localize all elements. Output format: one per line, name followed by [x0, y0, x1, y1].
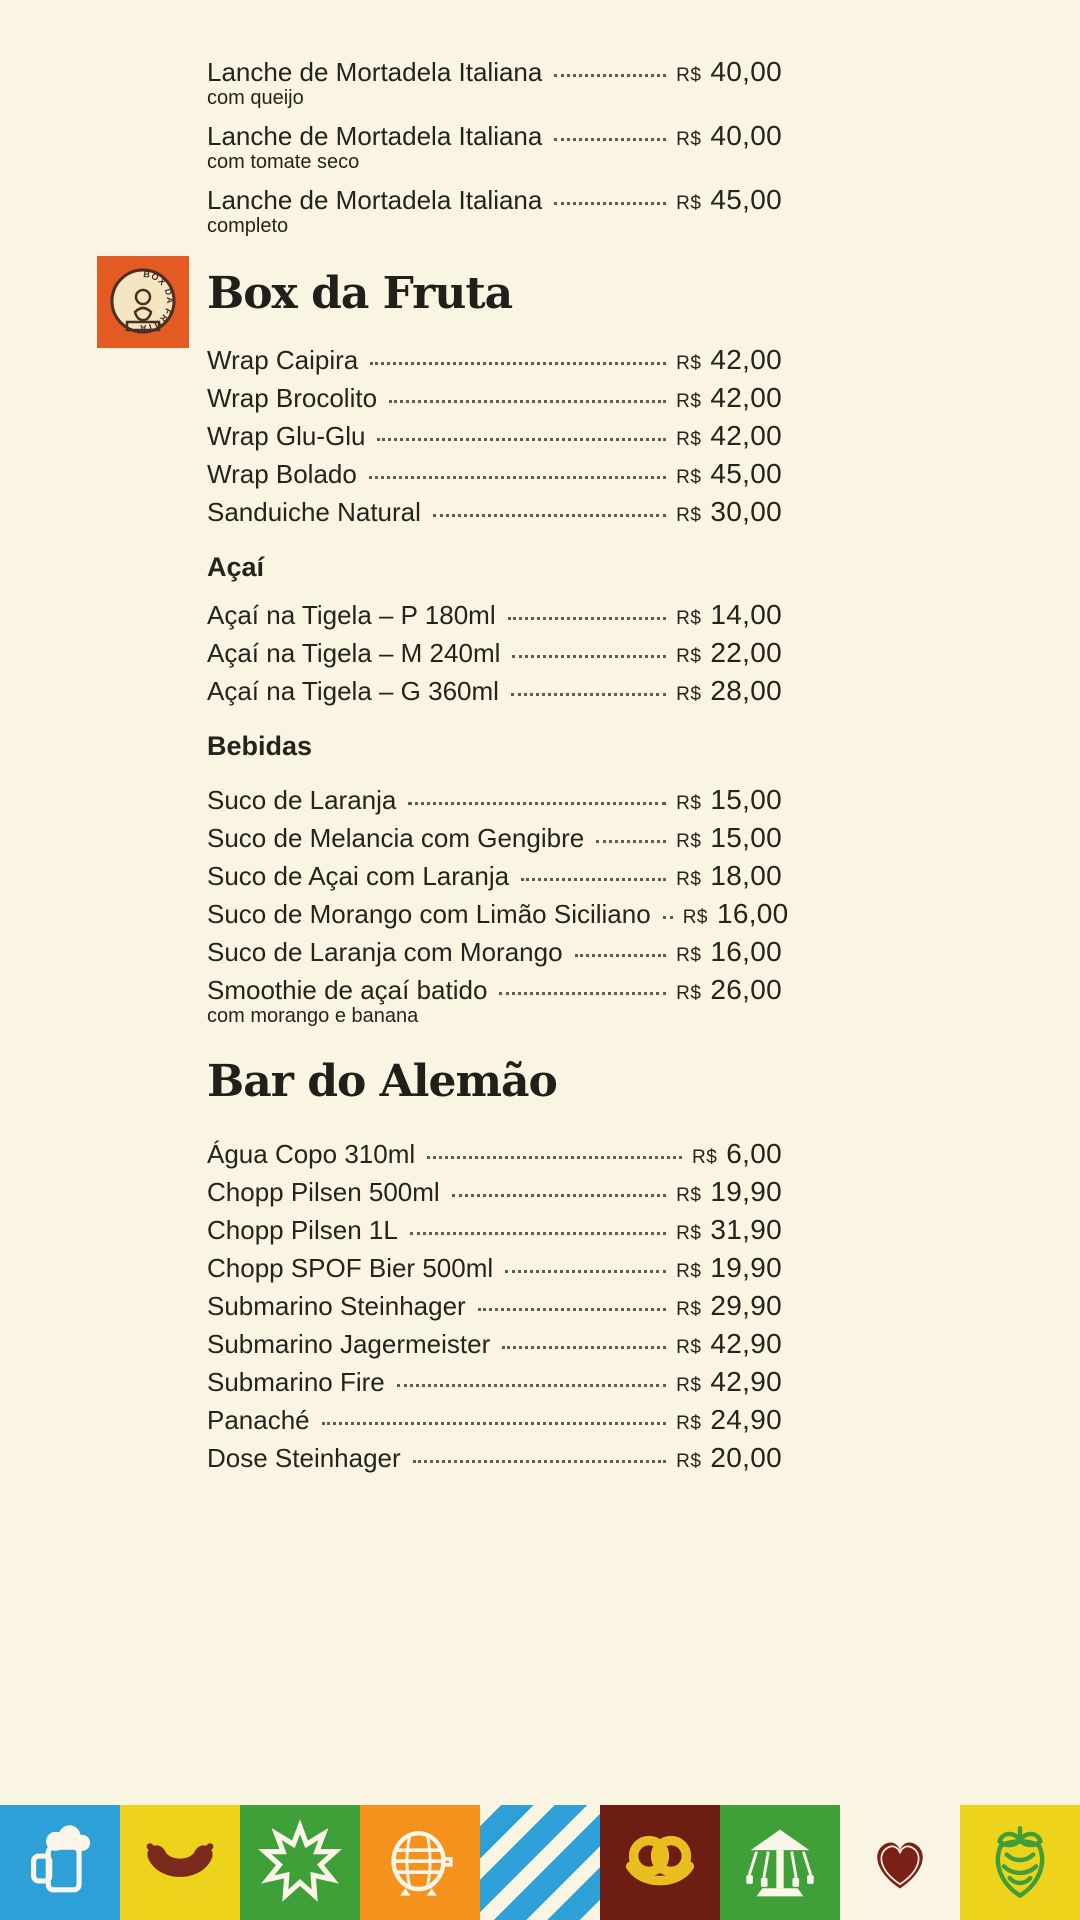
price-currency: R$: [676, 353, 702, 374]
menu-content: [138, 56, 789, 1480]
price-value: 40,00: [710, 120, 782, 151]
price-currency: R$: [676, 391, 702, 412]
price-currency: R$: [692, 1147, 718, 1168]
price-value: 14,00: [710, 599, 782, 630]
price-value: 20,00: [710, 1442, 782, 1473]
item-price: [676, 1366, 782, 1398]
menu-item-row: [207, 637, 782, 669]
item-name: Chopp Pilsen 500ml: [207, 1177, 440, 1207]
menu-item-row: [207, 56, 782, 88]
price-currency: R$: [676, 65, 702, 86]
menu-item-row: [207, 184, 782, 216]
menu-item-row: [207, 1442, 782, 1474]
footer-tile: [120, 1805, 240, 1920]
menu-item-row: [207, 974, 782, 1006]
item-name: Chopp Pilsen 1L: [207, 1215, 398, 1245]
maple-leaf-icon: [256, 1820, 344, 1906]
subsection-heading: Bebidas: [207, 731, 313, 761]
footer-tile: [840, 1805, 960, 1920]
price-value: 22,00: [710, 637, 782, 668]
price-currency: R$: [676, 467, 702, 488]
menu-item-row: [207, 1404, 782, 1436]
price-currency: R$: [676, 1185, 702, 1206]
item-price: [676, 1252, 782, 1284]
price-currency: R$: [676, 505, 702, 526]
price-value: 42,90: [710, 1366, 782, 1397]
beer-mug-icon: [16, 1820, 104, 1906]
item-price: [683, 898, 789, 930]
hop-icon: [976, 1820, 1064, 1906]
item-name: Lanche de Mortadela Italiana: [207, 57, 543, 87]
menu-item-row: [207, 599, 782, 631]
footer-tile: [240, 1805, 360, 1920]
badge-text: BOX DA FRUTA: [138, 268, 176, 334]
price-currency: R$: [676, 1261, 702, 1282]
item-name: Wrap Caipira: [207, 345, 359, 375]
item-name: Sanduiche Natural: [207, 497, 421, 527]
item-price: [676, 420, 782, 452]
dotted-leader: [452, 1194, 666, 1197]
item-price: [676, 120, 782, 152]
dotted-leader: [512, 655, 666, 658]
carousel-icon: [736, 1820, 824, 1906]
item-name: Lanche de Mortadela Italiana: [207, 121, 543, 151]
menu-item-row: [207, 898, 789, 930]
item-price: [676, 1290, 782, 1322]
pretzel-icon: [616, 1820, 704, 1906]
item-name: Água Copo 310ml: [207, 1139, 416, 1169]
item-name: Suco de Laranja: [207, 785, 397, 815]
item-name: Açaí na Tigela – M 240ml: [207, 638, 501, 668]
menu-item-row: [207, 1290, 782, 1322]
dotted-leader: [502, 1346, 666, 1349]
price-currency: R$: [676, 608, 702, 629]
price-currency: R$: [676, 1375, 702, 1396]
item-name: Submarino Fire: [207, 1367, 385, 1397]
footer-tile: [960, 1805, 1080, 1920]
price-value: 19,90: [710, 1176, 782, 1207]
dotted-leader: [505, 1270, 666, 1273]
sausage-icon: [136, 1820, 224, 1906]
footer-tile: [0, 1805, 120, 1920]
section-header-box-da-fruta: [138, 268, 782, 334]
price-currency: R$: [676, 983, 702, 1004]
price-value: 42,00: [710, 420, 782, 451]
dotted-leader: [427, 1156, 682, 1159]
dotted-leader: [596, 840, 666, 843]
menu-item-row: [207, 822, 782, 854]
menu-item-row: [207, 344, 782, 376]
price-currency: R$: [676, 1337, 702, 1358]
footer-tile: [600, 1805, 720, 1920]
item-name: Suco de Morango com Limão Siciliano: [207, 899, 651, 929]
menu-item-row: [207, 1366, 782, 1398]
item-price: [676, 637, 782, 669]
dotted-leader: [554, 74, 666, 77]
item-name: Submarino Jagermeister: [207, 1329, 491, 1359]
price-value: 16,00: [710, 936, 782, 967]
dotted-leader: [511, 693, 666, 696]
menu-item-row: [207, 458, 782, 490]
item-name: Lanche de Mortadela Italiana: [207, 185, 543, 215]
item-name: Wrap Bolado: [207, 459, 357, 489]
item-price: [676, 1176, 782, 1208]
item-price: [676, 382, 782, 414]
beer-barrel-icon: [376, 1820, 464, 1906]
item-price: [676, 184, 782, 216]
item-name: Smoothie de açaí batido: [207, 975, 488, 1005]
item-note: com queijo: [207, 87, 304, 109]
brand-logo: [97, 256, 189, 348]
item-price: [676, 936, 782, 968]
price-value: 42,00: [710, 382, 782, 413]
dotted-leader: [554, 202, 666, 205]
subsection-heading: Açaí: [207, 552, 265, 582]
price-value: 42,90: [710, 1328, 782, 1359]
item-price: [676, 1404, 782, 1436]
price-currency: R$: [676, 1451, 702, 1472]
price-currency: R$: [676, 1299, 702, 1320]
price-value: 40,00: [710, 56, 782, 87]
menu-item-row: [207, 1138, 782, 1170]
item-name: Suco de Açai com Laranja: [207, 861, 510, 891]
price-currency: R$: [676, 1413, 702, 1434]
item-name: Suco de Laranja com Morango: [207, 937, 563, 967]
menu-item-row: [207, 1328, 782, 1360]
price-value: 15,00: [710, 784, 782, 815]
price-value: 42,00: [710, 344, 782, 375]
footer-tile: [360, 1805, 480, 1920]
price-currency: R$: [676, 129, 702, 150]
menu-item-row: [207, 860, 782, 892]
dotted-leader: [521, 878, 666, 881]
section-heading: Box da Fruta: [207, 268, 513, 319]
price-value: 15,00: [710, 822, 782, 853]
box-da-fruta-badge-icon: [97, 256, 189, 348]
dotted-leader: [508, 617, 667, 620]
dotted-leader: [663, 916, 673, 919]
item-price: [692, 1138, 782, 1170]
price-value: 16,00: [716, 898, 789, 929]
section-header-bar-do-alemao: [207, 1056, 782, 1108]
item-name: Submarino Steinhager: [207, 1291, 466, 1321]
heart-icon: [864, 1828, 936, 1898]
price-currency: R$: [676, 646, 702, 667]
item-name: Wrap Brocolito: [207, 383, 378, 413]
menu-item-row: [207, 1176, 782, 1208]
price-value: 45,00: [710, 184, 782, 215]
price-currency: R$: [676, 429, 702, 450]
item-note: com morango e banana: [207, 1005, 419, 1027]
item-price: [676, 860, 782, 892]
dotted-leader: [410, 1232, 666, 1235]
price-value: 24,90: [710, 1404, 782, 1435]
item-price: [676, 496, 782, 528]
item-name: Dose Steinhager: [207, 1443, 401, 1473]
item-price: [676, 344, 782, 376]
price-currency: R$: [676, 793, 702, 814]
dotted-leader: [408, 802, 666, 805]
price-value: 29,90: [710, 1290, 782, 1321]
item-price: [676, 56, 782, 88]
item-note: com tomate seco: [207, 151, 360, 173]
price-currency: R$: [676, 193, 702, 214]
item-price: [676, 822, 782, 854]
section-heading: Bar do Alemão: [207, 1056, 557, 1107]
dotted-leader: [413, 1460, 666, 1463]
item-price: [676, 784, 782, 816]
dotted-leader: [478, 1308, 666, 1311]
price-value: 30,00: [710, 496, 782, 527]
price-value: 26,00: [710, 974, 782, 1005]
item-name: Chopp SPOF Bier 500ml: [207, 1253, 494, 1283]
item-name: Wrap Glu-Glu: [207, 421, 366, 451]
price-value: 28,00: [710, 675, 782, 706]
item-price: [676, 1442, 782, 1474]
menu-item-row: [207, 382, 782, 414]
item-name: Açaí na Tigela – P 180ml: [207, 600, 496, 630]
footer-tile: [720, 1805, 840, 1920]
price-value: 45,00: [710, 458, 782, 489]
dotted-leader: [322, 1422, 666, 1425]
item-name: Açaí na Tigela – G 360ml: [207, 676, 499, 706]
item-name: Panaché: [207, 1405, 310, 1435]
dotted-leader: [499, 992, 666, 995]
footer-tile: [480, 1805, 600, 1920]
item-price: [676, 1214, 782, 1246]
price-currency: R$: [682, 907, 708, 928]
dotted-leader: [377, 438, 666, 441]
price-value: 6,00: [726, 1138, 782, 1169]
price-currency: R$: [676, 869, 702, 890]
item-price: [676, 458, 782, 490]
item-note: completo: [207, 215, 289, 237]
dotted-leader: [554, 138, 666, 141]
menu-item-row: [207, 496, 782, 528]
price-value: 18,00: [710, 860, 782, 891]
dotted-leader: [575, 954, 667, 957]
price-currency: R$: [676, 684, 702, 705]
price-currency: R$: [676, 945, 702, 966]
menu-item-row: [207, 1252, 782, 1284]
price-value: 31,90: [710, 1214, 782, 1245]
menu-item-row: [207, 784, 782, 816]
price-value: 19,90: [710, 1252, 782, 1283]
price-currency: R$: [676, 1223, 702, 1244]
footer-icon-strip: [0, 1805, 1080, 1920]
menu-item-row: [207, 936, 782, 968]
dotted-leader: [389, 400, 666, 403]
menu-item-row: [207, 420, 782, 452]
menu-item-row: [207, 120, 782, 152]
item-price: [676, 1328, 782, 1360]
dotted-leader: [369, 476, 666, 479]
menu-item-row: [207, 1214, 782, 1246]
item-price: [676, 599, 782, 631]
item-price: [676, 974, 782, 1006]
menu-item-row: [207, 675, 782, 707]
dotted-leader: [397, 1384, 666, 1387]
dotted-leader: [370, 362, 666, 365]
item-price: [676, 675, 782, 707]
price-currency: R$: [676, 831, 702, 852]
dotted-leader: [433, 514, 666, 517]
item-name: Suco de Melancia com Gengibre: [207, 823, 585, 853]
